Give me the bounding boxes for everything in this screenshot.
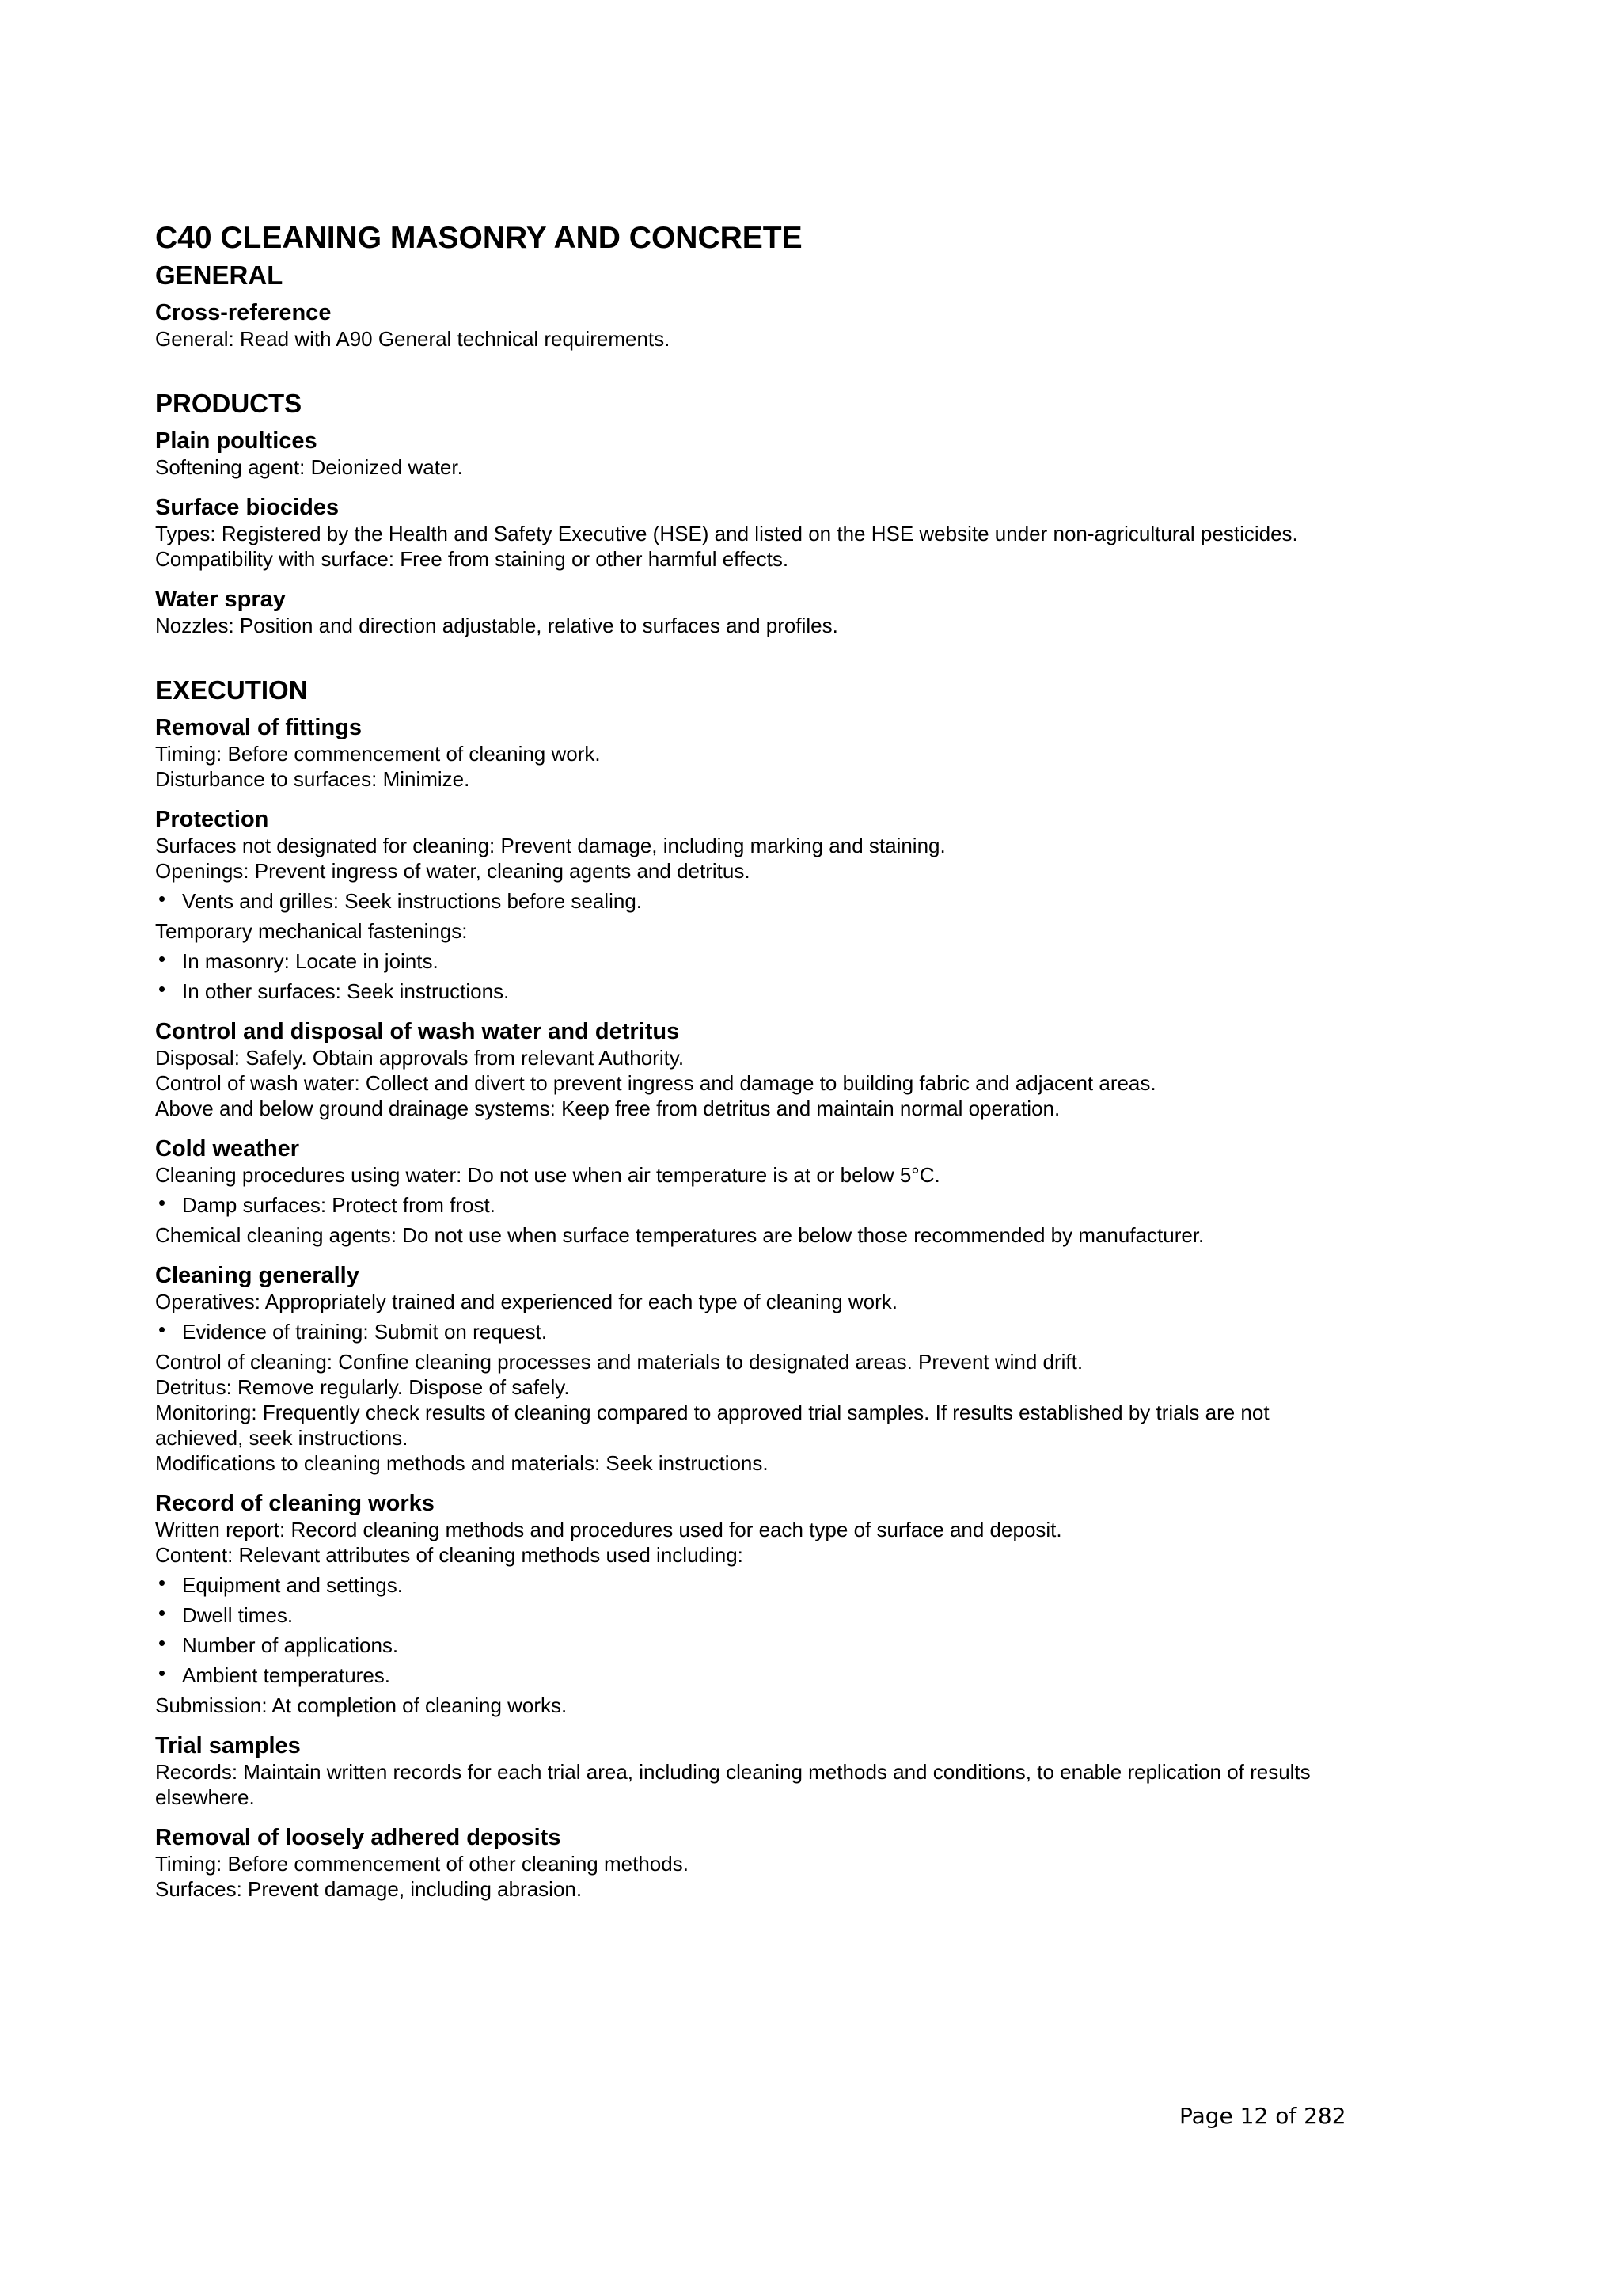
clause-title: Cold weather (155, 1136, 300, 1161)
bullet-item (155, 979, 1422, 1004)
clause-text: Disturbance to surfaces: Minimize. (155, 767, 470, 791)
bullet-item (155, 1633, 1422, 1658)
bullet-text: Damp surfaces: Protect from frost. (182, 1193, 495, 1217)
bullet-icon: • (158, 887, 166, 910)
bullet-item (155, 888, 1422, 914)
section-heading: EXECUTION (155, 675, 308, 705)
clause-text: Softening agent: Deionized water. (155, 455, 463, 479)
clause-text: elsewhere. (155, 1785, 255, 1809)
clause-text: Above and below ground drainage systems: Keep free from detritus and maintain normal operation. (155, 1097, 1061, 1120)
section-heading: GENERAL (155, 260, 283, 290)
bullet-icon: • (158, 1601, 166, 1625)
clause-title: Plain poultices (155, 428, 317, 454)
bullet-text: Number of applications. (182, 1633, 399, 1657)
document-title: C40 CLEANING MASONRY AND CONCRETE (155, 221, 803, 255)
clause (155, 1490, 1422, 1718)
section-list (155, 260, 1422, 1902)
bullet-text: Ambient temperatures. (182, 1663, 391, 1687)
clause (155, 494, 1422, 572)
clause-title: Cross-reference (155, 300, 332, 325)
section-heading: PRODUCTS (155, 389, 302, 418)
bullet-icon: • (158, 1191, 166, 1215)
bullet-text: Evidence of training: Submit on request. (182, 1320, 548, 1344)
clause-text: Monitoring: Frequently check results of cleaning compared to approved trial samples. If results established by trials are not (155, 1401, 1270, 1424)
bullet-item (155, 948, 1422, 974)
bullet-item (155, 1572, 1422, 1598)
bullet-icon: • (158, 977, 166, 1001)
clause-title: Water spray (155, 587, 286, 612)
bullet-text: Dwell times. (182, 1603, 294, 1627)
clause-text: Types: Registered by the Health and Safety Executive (HSE) and listed on the HSE website under non-agricultural pesticides. (155, 522, 1298, 545)
bullet-item (155, 1602, 1422, 1628)
clause (155, 1135, 1422, 1248)
clause (155, 586, 1422, 638)
page-number: Page 12 of 282 (1179, 2103, 1346, 2129)
clause-text: Chemical cleaning agents: Do not use when surface temperatures are below those recommended by manufacturer. (155, 1223, 1205, 1247)
clause (155, 714, 1422, 792)
clause-text: Surfaces not designated for cleaning: Prevent damage, including marking and staining. (155, 834, 946, 857)
bullet-item (155, 1663, 1422, 1688)
clause-text: Records: Maintain written records for each trial area, including cleaning methods and conditions, to enable replication of results (155, 1760, 1311, 1784)
clause-text: Timing: Before commencement of cleaning work. (155, 742, 601, 766)
clause-title: Protection (155, 807, 269, 832)
clause (155, 428, 1422, 480)
clause-text: Submission: At completion of cleaning works. (155, 1693, 568, 1717)
clause (155, 299, 1422, 352)
clause-title: Removal of loosely adhered deposits (155, 1825, 561, 1850)
clause (155, 1018, 1422, 1121)
bullet-icon: • (158, 947, 166, 971)
bullet-icon: • (158, 1631, 166, 1655)
clause-text: General: Read with A90 General technical requirements. (155, 327, 670, 351)
bullet-text: Vents and grilles: Seek instructions before sealing. (182, 889, 643, 913)
bullet-icon: • (158, 1317, 166, 1341)
clause-text: achieved, seek instructions. (155, 1426, 408, 1450)
clause (155, 806, 1422, 1004)
clause-text: Written report: Record cleaning methods and procedures used for each type of surface and deposit. (155, 1518, 1062, 1541)
bullet-icon: • (158, 1571, 166, 1595)
clause-text: Compatibility with surface: Free from staining or other harmful effects. (155, 547, 789, 571)
clause-text: Timing: Before commencement of other cleaning methods. (155, 1852, 689, 1876)
clause-title: Cleaning generally (155, 1263, 359, 1288)
clause-text: Openings: Prevent ingress of water, cleaning agents and detritus. (155, 859, 750, 883)
bullet-text: Equipment and settings. (182, 1573, 403, 1597)
clause-title: Record of cleaning works (155, 1491, 435, 1516)
clause-text: Content: Relevant attributes of cleaning methods used including: (155, 1543, 743, 1567)
clause-text: Surfaces: Prevent damage, including abrasion. (155, 1877, 583, 1901)
bullet-icon: • (158, 1661, 166, 1685)
bullet-text: In other surfaces: Seek instructions. (182, 979, 510, 1003)
clause-text: Modifications to cleaning methods and materials: Seek instructions. (155, 1451, 769, 1475)
clause (155, 1262, 1422, 1476)
clause-text: Control of wash water: Collect and divert to prevent ingress and damage to building fabric and adjacent areas. (155, 1071, 1156, 1095)
clause-title: Surface biocides (155, 495, 340, 520)
clause (155, 1824, 1422, 1902)
clause-title: Removal of fittings (155, 715, 363, 740)
clause-title: Trial samples (155, 1733, 301, 1758)
clause-text: Detritus: Remove regularly. Dispose of safely. (155, 1375, 570, 1399)
clause-text: Control of cleaning: Confine cleaning processes and materials to designated areas. Prevent wind drift. (155, 1350, 1084, 1374)
bullet-item (155, 1192, 1422, 1218)
clause-text: Nozzles: Position and direction adjustable, relative to surfaces and profiles. (155, 614, 838, 637)
document-body (155, 220, 1422, 1916)
clause-text: Temporary mechanical fastenings: (155, 919, 468, 943)
clause-text: Cleaning procedures using water: Do not use when air temperature is at or below 5°C. (155, 1163, 940, 1187)
clause-text: Operatives: Appropriately trained and experienced for each type of cleaning work. (155, 1290, 898, 1313)
bullet-item (155, 1319, 1422, 1344)
clause-title: Control and disposal of wash water and detritus (155, 1019, 680, 1044)
clause-text: Disposal: Safely. Obtain approvals from relevant Authority. (155, 1046, 685, 1070)
bullet-text: In masonry: Locate in joints. (182, 949, 438, 973)
clause (155, 1732, 1422, 1810)
